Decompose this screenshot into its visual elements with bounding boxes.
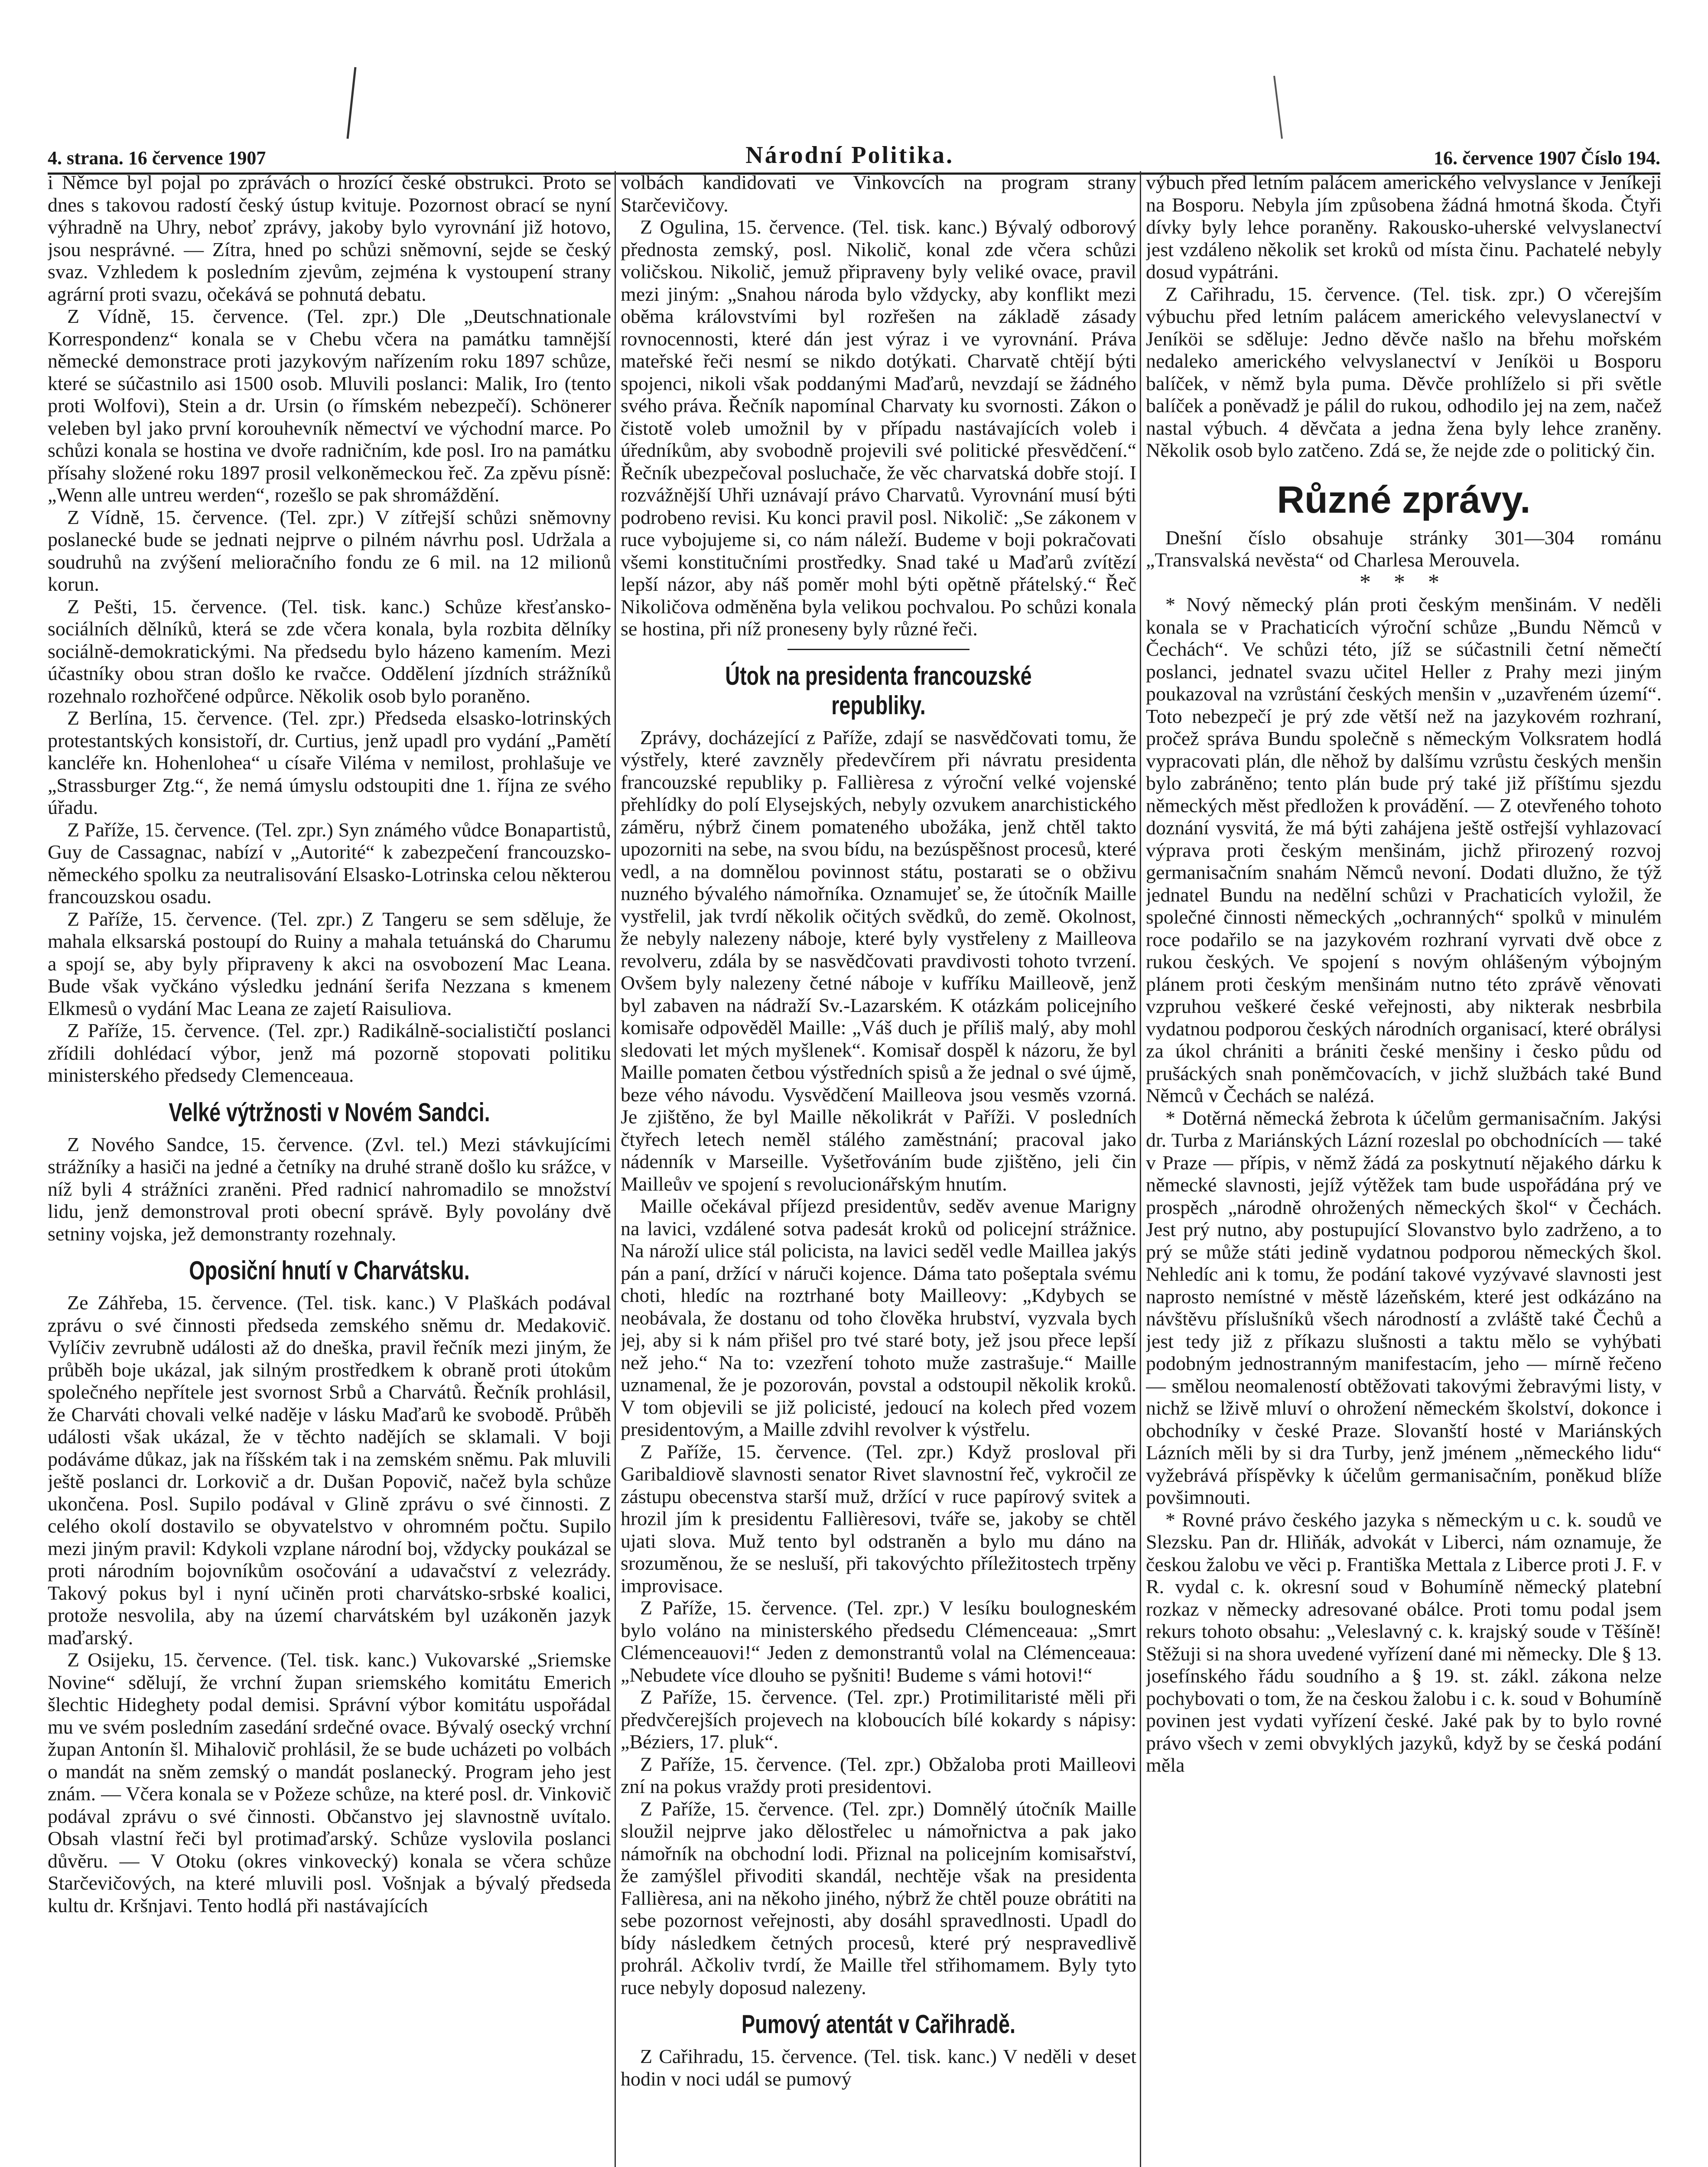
paragraph: Z Paříže, 15. července. (Tel. zpr.) Když prosloval při Garibaldiově slavnosti senator Rivet slavnostní řeč, vykročil ze zástupu obecenstva starší muž, držící v ruce papírový svitek a hrozil jím k presidentu Fallièresovi, tváře se, jakoby se chtěl ujati slova. Muž tento byl odstraněn a bylo mu dáno na srozuměnou, že se nesluší, při takovýchto příležitostech trpěny improvisace. [621,1440,1136,1597]
paragraph: * Nový německý plán proti českým menšinám. V neděli konala se v Prachaticích výroční schůze „Bundu Němců v Čechách“. Ve schůzi této, jíž se súčastnili četní němečtí poslanci, jednatel svazu učitel Heller z Prahy mezi jiným poukazoval na vzrůstání českých menšin v „uzavřeném území“. Toto nebezpečí je prý zde větší než na jazykovém rozhraní, pročež správa Bundu společně s německým Volksratem hodlá vypracovati plán, dle něhož by dalšímu vzrůstu českých menšin bylo zabráněno; tento plán bude prý také již příštímu sjezdu německých měst předložen k provádění. — Z otevřeného tohoto doznání vysvitá, že má býti zahájena ještě ostřejší vyhlazovací výprava proti českým menšinám, jichž přirozený rozvoj germanisačním snahám Němců nevoní. Dodati dlužno, že týž jednatel Bundu na nedělní schůzi v Prachaticích vyložil, že společné činnosti německých „ochranných“ spolků v minulém roce podařilo se na jazykovém rozhraní vyrvati dvě obce z rukou českých. Ve spojení s novým ohlášeným výbojným plánem proti českým menšinám nutno této zprávě věnovati vzpruhou veškeré české veřejnosti, aby nikterak nesbrbila vydatnou podporou českých národních organisací, které obrálysi za úkol chrániti a brániti české menšiny i česko půdu od prušáckých snah poněmčovacích, v jichž službách také Bund Němců v Čechách se nalézá. [1146,593,1662,1106]
paragraph: Z Vídně, 15. července. (Tel. zpr.) V zítřejší schůzi sněmovny poslanecké bude se jednati nejprve o pilném návrhu posl. Udržala a soudruhů na zvýšení melioračního fondu ze 6 mil. na 12 milionů korun. [48,506,611,595]
paragraph: i Němce byl pojal po zprávách o hrozící české obstrukci. Proto se dnes s takovou radostí český ústup kvituje. Pozornost obrací se nyní výhradně na Uhry, neboť zprávy, jakoby bylo vyrovnání již hotovo, jsou nesprávné. — Zítra, hned po schůzi sněmovní, sejde se český svaz. Vzhledem k posledním zjevům, zejména k vystoupení strany agrární proti svazu, očekává se pohnutá debatu. [48,171,611,305]
paragraph: Z Paříže, 15. července. (Tel. zpr.) V lesíku boulogneském bylo voláno na ministerského předsedu Clémenceaua: „Smrt Clémenceauovi!“ Jeden z demonstrantů volal na Clémenceaua: „Nebudete více dlouho se pyšniti! Budeme s vámi hotovi!“ [621,1597,1136,1686]
header-issue-number: 16. července 1907 Číslo 194. [1433,147,1660,169]
column-1 [48,171,611,2167]
paragraph: * Dotěrná německá žebrota k účelům germanisačním. Jakýsi dr. Turba z Mariánských Lázní rozeslal po obchodnících — také v Praze — přípis, v němž žádá za poskytnutí nějakého dárku k německé slavnosti, jejíž výtěžek tam bude uspořádána prý ve prospěch „národně ohrožených německých škol“ v Čechách. Jest prý nutno, aby postupující Slovanstvo bylo zadrženo, a to prý se může státi jedině vydatnou podporou německých škol. Nehledíc ani k tomu, že podání takové vyzývavé slavnosti jest naprosto nemístné v městě lázeňském, které jest odkázáno na návštěvu příslušníků všech národností a zvláště také Čechů a jest tedy již z příkazu slušnosti a taktu mělo se vyhýbati podobným jednostranným manifestacím, jeho — mírně řečeno — smělou neomaleností obtěžovati takovými žebravými listy, v nichž se lživě mluví o ohrožení německém školství, dokonce i obchodníky v české Praze. Slovanští hosté v Mariánských Lázních měli by si dra Turby, jenž jménem „německého lidu“ vyžebrává příspěvky k účelům germanisačním, poněkud blíže povšimnouti. [1146,1106,1662,1508]
paragraph: Z Paříže, 15. července. (Tel. zpr.) Radikálně-socialističtí poslanci zřídili dohlédací výbor, jenž má pozorně stopovati politiku ministerského předsedy Clemenceaua. [48,1019,611,1086]
page-header [48,139,1660,175]
article-headline: Pumový atentát v Cařihradě. [741,2010,1015,2039]
paragraph: volbách kandidovati ve Vinkovcích na program strany Starčevičovy. [621,171,1136,216]
section-divider [787,649,969,650]
paragraph: Zprávy, docházející z Paříže, zdají se nasvědčovati tomu, že výstřely, které zavzněly předevčírem při návratu presidenta francouzské republiky p. Fallièresa z výroční velké vojenské přehlídky do polí Elysejských, nebyly ozvukem anarchistického záměru, nýbrž činem pomateného ubožáka, jenž chtěl takto upozorniti na sebe, na svou bídu, na bezúspěšnost procesů, které vedl, a na domnělou povinnost státu, postarati se o obživu nuzného bývalého námořníka. Oznamujeť se, že útočník Maille vystřelil, jak tvrdí několik očitých svědků, do země. Okolnost, že nebyly nalezeny náboje, které byly vystřeleny z Mailleova revolveru, zdála by se nasvědčovati pravdivosti tohoto tvrzení. Ovšem byly nalezeny četné náboje v kufříku Mailleově, jenž byl zabaven na nádraží Sv.-Lazarském. K otázkám policejního komisaře odpověděl Maille: „Váš duch je příliš malý, aby mohl sledovati let mých myšlenek“. Komisař dospěl k názoru, že byl Maille pomaten četbou výstředních spisů a že jednal o své újmě, beze vého návodu. Vysvědčení Mailleova jsou vesměs vzorná. Je zjištěno, že byl Maille několikrát v Paříži. V posledních čtyřech letech neměl stálého zaměstnání; pracoval jako nádenník v Marseille. Vyšetřováním bude zjištěno, jeli čin Mailleův ve spojení s revolucionářským hnutím. [621,726,1136,1195]
paragraph: Z Paříže, 15. července. (Tel. zpr.) Syn známého vůdce Bonapartistů, Guy de Cassagnac, nabízí v „Autorité“ k zabezpečení francouzsko-německého spolku za neutralisování Elsasko-Lotrinska celou některou francouzskou osadu. [48,818,611,908]
column-2 [621,171,1136,2167]
paragraph: Z Cařihradu, 15. července. (Tel. tisk. zpr.) O včerejším výbuchu před letním palácem amerického velevyslanectví v Jeníköi se sděluje: Jedno děvče našlo na břehu mořském nedaleko amerického velvyslanectví v Jeníköi u Bosporu balíček, v němž byla puma. Děvče prohlíželo si při světle balíček a poněvadž je pálil do rukou, odhodilo jej na zem, načež nastal výbuch. 4 děvčata a jedna žena byly lehce zraněny. Několik osob bylo zatčeno. Zdá se, že nejde zde o politický čin. [1146,283,1662,461]
article-headline: Útok na presidenta francouzské republiky. [725,661,1032,720]
column-3 [1146,171,1662,2167]
paragraph: Ze Záhřeba, 15. července. (Tel. tisk. kanc.) V Plaškách podával zprávu o své činnosti předseda zemského sněmu dr. Medakovič. Vylíčiv zevrubně události až do dneška, pravil řečník mezi jiným, že průběh boje ukázal, jak silným prostředkem k obraně proti útokům společného nepřítele jest svornost Srbů a Charvátů. Řečník prohlásil, že Charváti chovali velké naděje v lásku Maďarů ke svobodě. Průběh události však ukázal, že v těchto nadějích se sklamali. V boji podáváme důkaz, jak na říšském tak i na zemském sněmu. Pak mluvili ještě poslanci dr. Lorkovič a dr. Dušan Popovič, načež byla schůze ukončena. Posl. Supilo podával v Glině zprávu o své činnosti. Z celého okolí dostavilo se obyvatelstvo v ohromném počtu. Supilo mezi jiným pravil: Kdykoli vzplane národní boj, vždycky poukázal se proti národním bojovníkům osočování a udavačství z velezrády. Takový pokus byl i nyní učiněn proti charvátsko-srbské koalici, protože nesvolila, aby na území charvátském byl uzákoněn jazyk maďarský. [48,1292,611,1649]
paragraph: Z Paříže, 15. července. (Tel. zpr.) Domnělý útočník Maille sloužil nejprve jako dělostřelec u námořnictva a pak jako námořník na obchodní lodi. Přiznal na policejním komisařství, že zamýšlel přivoditi skandál, nechtěje však na presidenta Fallièresa, ani na někoho jiného, nýbrž že chtěl pouze obrátiti na sebe pozornost veřejnosti, aby dosáhl spravedlnosti. Upadl do bídy následkem četných procesů, které prý nespravedlivě prohrál. Ačkoliv tvrdí, že Maille třel střihomamem. Byly tyto ruce nebyly doposud nalezeny. [621,1797,1136,1998]
section-headline: Různé zprávy. [1277,478,1531,521]
paragraph: Z Paříže, 15. července. (Tel. zpr.) Obžaloba proti Mailleovi zní na pokus vraždy proti presidentovi. [621,1753,1136,1797]
paragraph: Z Osijeku, 15. července. (Tel. tisk. kanc.) Vukovarské „Sriemske Novine“ sdělují, že vrchní župan sriemského komitátu Emerich šlechtic Hideghety podal demisi. Správní výbor komitátu uspořádal mu ve svém posledním zasedání srdečné ovace. Bývalý osecký vrchní župan Antonín šl. Mihalovič prohlásil, že se bude ucházeti po volbách o mandát na sněm zemský o mandát poslanecký. Program jeho jest znám. — Včera konala se v Požeze schůze, na které posl. dr. Vinkovič podával zprávu o své činnosti. Občanstvo jej slavnostně uvítalo. Obsah vlastní řeči byl protimaďarský. Schůze vyslovila poslanci důvěru. — V Otoku (okres vinkovecký) konala se včera schůze Starčevičových, na které mluvili posl. Vošnjak a bývalý předseda kultu dr. Kršnjavi. Tento hodlá při nastávajících [48,1649,611,1916]
column-divider [1140,171,1141,2167]
paragraph: Z Paříže, 15. července. (Tel. zpr.) Protimilitaristé měli při předvčerejších projevech na kloboucích bílé kokardy s nápisy: „Béziers, 17. pluk“. [621,1686,1136,1753]
paragraph: Z Ogulina, 15. července. (Tel. tisk. kanc.) Bývalý odborový přednosta zemský, posl. Nikolič, konal zde včera schůzi voličskou. Nikolič, jemuž připraveny byly veliké ovace, pravil mezi jiným: „Snahou národa bylo vždycky, aby konflikt mezi oběma královstvími byl rozřešen na základě zásady rovnocennosti, které dán jest výraz i ve vyrovnání. Práva mateřské řeči nesmí se nikdo dotýkati. Charvatě chtějí býti spojenci, nikoli však poddanými Maďarů, nevzdají se žádného svého práva. Řečník napomínal Charvaty ku svornosti. Zákon o čistotě voleb umožnil by v případu nastávajících voleb i úředníkům, aby svobodně projevili své politické přesvědčení.“ Řečník ubezpečoval posluchače, že věc charvatská dobře stojí. I rozvážnější Uhři uznávají právo Charvatů. Vyrovnání musí býti podrobeno revisi. Ku konci pravil posl. Nikolič: „Se zákonem v ruce vybojujeme si, co nám náleží. Budeme v boji pokračovati všemi konstitučními prostředky. Snad také u Maďarů zvítězí lepší názor, aby náš poměr mohl býti opětně přátelský.“ Řeč Nikoličova odměněna byla velikou pochvalou. Po schůzi konala se hostina, při níž proneseny byly různé řeči. [621,216,1136,640]
paragraph: Z Cařihradu, 15. července. (Tel. tisk. kanc.) V neděli v deset hodin v noci udál se pumový [621,2045,1136,2090]
paragraph: Z Berlína, 15. července. (Tel. zpr.) Předseda elsasko-lotrinských protestantských konsistoří, dr. Curtius, jenž upadl pro vydání „Pamětí kancléře kn. Hohenlohea“ u císaře Viléma v nemilost, prohlašuje ve „Strassburger Ztg.“, že nemá úmyslu odstoupiti dne 1. října ze svého úřadu. [48,707,611,818]
paragraph: * Rovné právo českého jazyka s německým u c. k. soudů ve Slezsku. Pan dr. Hliňák, advokát v Liberci, nám oznamuje, že českou žalobu ve věci p. Františka Mettala z Liberce proti J. F. v R. vydal c. k. okresní soud v Bohumíně německý platební rozkaz v německy adresované obálce. Proti tomu podal jsem rekurs tohoto obsahu: „Veleslavný c. k. krajský soude v Těšíně! Stěžuji si na shora uvedené vyřízení dané mi německy. Dle § 13. josefínského řádu soudního a § 19. st. zákl. zákona nelze pochybovati o tom, že na českou žalobu i c. k. soud v Bohumíně povinen jest vydati vyřízení české. Jaké pak by to bylo rovné právo všech v zemi obvyklých jazyků, když by se česká podání měla [1146,1508,1662,1776]
paragraph: Z Paříže, 15. července. (Tel. zpr.) Z Tangeru se sem sděluje, že mahala elksarská postoupí do Ruiny a mahala tetuánská do Charumu a spojí se, aby byly připraveny k akci na osvobození Mac Leana. Bude však vyčkáno výsledku jednání šerifa Nezzana s kmenem Elkmesů o vydání Mac Leana ze zajetí Raisuliova. [48,908,611,1019]
article-headline: Velké výtržnosti v Novém Sandci. [169,1097,490,1127]
pen-stroke-mark [1270,74,1287,143]
paragraph: Z Pešti, 15. července. (Tel. tisk. kanc.) Schůze křesťansko-sociálních dělníků, která se zde včera konala, byla rozbita dělníky sociálně-demokratickými. Na předsedu bylo házeno kamením. Mezi účastníky obou stran došlo ke rvačce. Oddělení jízdních strážníků rozehnalo rozhořčené odpůrce. Několik osob bylo poraněno. [48,595,611,707]
paragraph: Dnešní číslo obsahuje stránky 301—304 románu „Transvalská nevěsta“ od Charlesa Merouvela. [1146,526,1662,571]
paragraph: Z Vídně, 15. července. (Tel. zpr.) Dle „Deutschnationale Korrespondenz“ konala se v Chebu včera na památku tamnější německé demonstrace proti jazykovým nařízením roku 1897 schůze, které se súčastnilo asi 1500 osob. Mluvili poslanci: Malik, Iro (tento proti Wolfovi), Stein a dr. Ursin (o římském nebezpečí). Schönerer veleben byl jako první korouhevník němectví ve východní marce. Po schůzi konala se hostina ve dvoře radničním, kde posl. Iro na památku přísahy složené roku 1897 prosil velkoněmeckou řeč. Za zpěvu písně: „Wenn alle untreu werden“, rozešlo se pak shromáždění. [48,305,611,506]
header-page-date: 4. strana. 16 července 1907 [48,147,266,169]
paragraph: výbuch před letním palácem amerického velvyslance v Jeníkeji na Bosporu. Nebyla jím způsobena žádná hmotná škoda. Čtyři dívky byly lehce poraněny. Rakousko-uherské velvyslanectví jest vzdáleno několik set kroků od místa činu. Pachatelé nebyly dosud vypátráni. [1146,171,1662,283]
paragraph: Maille očekával příjezd presidentův, seděv avenue Marigny na lavici, vzdálené sotva padesát kroků od policejní strážnice. Na nároží ulice stál policista, na lavici seděl vedle Maillea jakýs pán a paní, držící v náruči kojence. Dáma tato pošeptala svému choti, hledíc na roztrhané boty Mailleovy: „Kdybych se neobávala, že dostanu od toho člověka hrubství, vyzvala bych jej, aby si k nám přišel pro tvé staré boty, jež jsou přece lepší než jeho.“ Na to: vzezření tohoto muže zastrašuje.“ Maille uznamenal, že je pozorován, povstal a odstoupil několik kroků. V tom objevili se již policisté, jedoucí na kolech před vozem presidentovým, a Maille zdvihl revolver k výstřelu. [621,1195,1136,1440]
column-divider [615,171,616,2167]
paragraph: Z Nového Sandce, 15. července. (Zvl. tel.) Mezi stávkujícími strážníky a hasiči na jedné a četníky na druhé straně došlo ku srážce, v níž byli 4 strážníci zraněni. Před radnicí nahromadilo se množství lidu, jenž demonstroval proti obecní správě. Byly povolány dvě setniny vojska, jež demonstranty rozehnaly. [48,1133,611,1245]
pen-stroke-mark [338,65,364,143]
asterism-separator: * * * [1360,569,1448,595]
article-headline: Oposiční hnutí v Charvátsku. [189,1256,470,1285]
newspaper-title: Národní Politika. [745,142,954,169]
